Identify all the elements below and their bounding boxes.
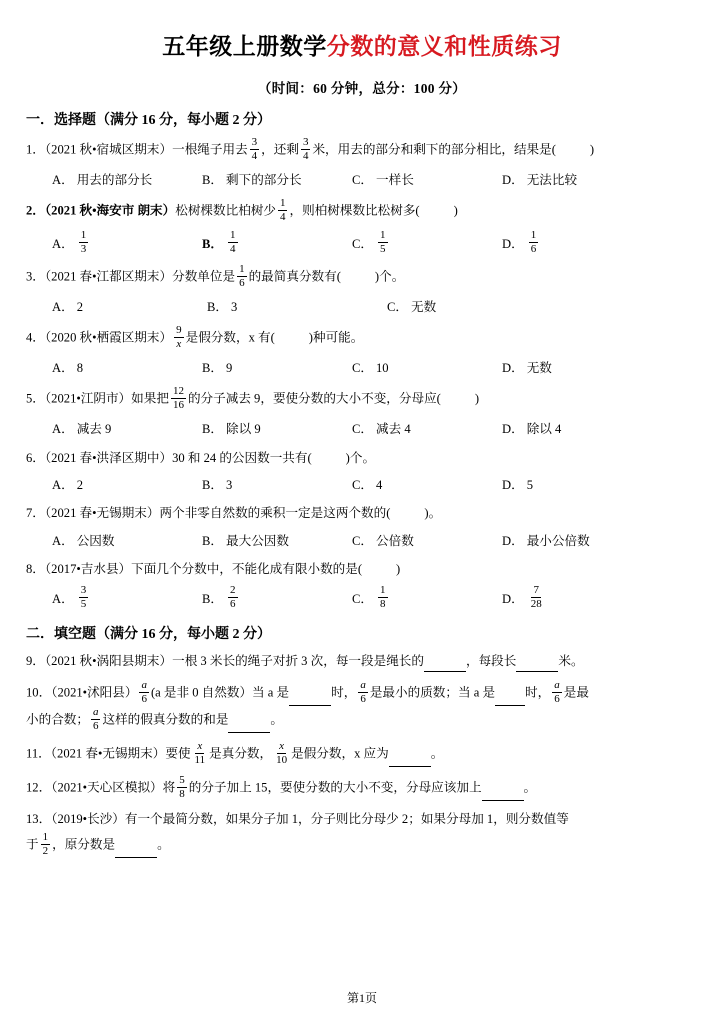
question-13-line2 [26,833,698,858]
question-5-fraction-1: $\frac{12}{16}$ [172,385,184,412]
question-10-text-d: 时， [525,685,551,700]
question-5-options [26,419,698,439]
question-1-fraction-1: $\frac{3}{4}$ [251,136,258,162]
question-7-text-c: )。 [424,506,442,521]
question-13 [26,810,698,830]
question-13-number: 13． [26,811,52,826]
question-2-text-a: 松树棵数比柏树少 [175,203,276,218]
question-4-option-b[interactable]: B． 9 [202,361,233,376]
question-6-source: （2021 春•洪泽区期中） [44,450,173,465]
question-1-options [26,170,698,190]
page-title [26,28,698,61]
question-1-source: （2021 秋•宿城区期末） [44,142,173,157]
question-11 [26,739,698,767]
question-11-fraction-a: $\frac{x}{11}$ [194,739,206,766]
question-13-text-a: 有一个最简分数，如果分子加 1，分子则比分母少 2；如果分母加 1，则分数值等 [124,811,569,826]
question-1-text-d: ) [589,142,595,157]
question-2-text-b: ，则柏树棵数比松树多( [289,203,420,218]
question-4-option-c[interactable]: C． 10 [352,361,389,376]
question-4-text-b: 是假分数，x 有( [185,330,275,345]
section-heading-fill: 二．填空题（满分 16 分，每小题 2 分） [26,627,271,643]
question-7-option-a[interactable]: A． 公因数 [52,533,115,548]
question-5-option-a[interactable]: A． 减去 9 [52,422,112,437]
title-black-part: 五年级上册数学 [162,34,327,59]
question-1-text-c: 米，用去的部分和剩下的部分相比，结果是( [312,142,556,157]
title-red-part: 分数的意义和性质练习 [326,34,562,59]
question-5-text-b: 的分子减去 9，要使分数的大小不变，分母应( [187,391,441,406]
question-1-option-c[interactable]: C． 一样长 [352,173,414,187]
question-11-source: （2021 春•无锡期末） [50,746,166,761]
question-10-text-e: 是最 [563,685,589,700]
question-10-blank-2[interactable] [495,693,525,706]
question-8-source: （2017•吉水县） [44,561,132,576]
question-11-text-c: 是假分数，x 应为 [291,746,389,761]
question-10-blank-3[interactable] [228,720,270,733]
question-3-option-c[interactable]: C． 无数 [387,300,437,315]
question-8-number: 8． [26,561,45,576]
question-7-text-a: 两个非零自然数的乘积一定是这两个数的( [159,506,391,521]
question-9 [26,652,698,672]
question-9-text-c: 米。 [558,654,584,669]
question-2-option-d[interactable]: D． $\frac{1}{6}$ [502,229,537,256]
question-6-text-c: )个。 [345,450,376,465]
question-11-text-b: 是真分数， [209,746,273,761]
question-6 [26,449,698,469]
question-10-text-h: 。 [270,712,283,727]
question-1-number: 1． [26,142,45,157]
question-1-text-a: 一根绳子用去 [172,142,248,157]
question-4-option-a[interactable]: A． 8 [52,361,83,376]
question-7-source: （2021 春•无锡期末） [44,506,160,521]
question-6-text-a: 30 和 24 的公因数一共有( [172,450,312,465]
question-2 [26,199,698,224]
question-4-option-d[interactable]: D． 无数 [502,361,552,376]
question-6-option-c[interactable]: C． 4 [352,478,383,493]
question-11-number: 11． [26,746,51,761]
question-12-text-a: 将 [162,780,176,795]
question-3 [26,265,698,290]
question-7-option-c[interactable]: C． 公倍数 [352,533,414,548]
question-8-option-d[interactable]: D． $\frac{7}{28}$ [502,584,542,611]
question-1-fraction-2: $\frac{3}{4}$ [302,136,309,162]
question-5-option-c[interactable]: C． 减去 4 [352,422,411,437]
question-9-text-b: ，每段长 [465,654,517,669]
question-12 [26,773,698,801]
question-5-source: （2021•江阴市） [44,391,132,406]
question-10-text-g: 这样的假真分数的和是 [102,712,229,727]
question-3-number: 3． [26,269,45,284]
question-7-option-d[interactable]: D． 最小公倍数 [502,533,590,548]
question-3-option-a[interactable]: A． 2 [52,300,83,315]
question-10-line2 [26,705,698,733]
question-6-options [26,475,698,495]
question-4 [26,326,698,351]
question-5-number: 5． [26,391,45,406]
question-8-options [26,586,698,611]
question-10-blank-1[interactable] [289,693,331,706]
question-2-option-c[interactable]: C． $\frac{1}{5}$ [352,229,386,256]
question-7-number: 7． [26,506,45,521]
question-2-number: 2． [26,203,45,218]
page-footer: 第1页 [346,991,377,1005]
question-8-option-b[interactable]: B． $\frac{2}{6}$ [202,584,236,611]
question-7-options [26,531,698,551]
question-8-option-c[interactable]: C． $\frac{1}{8}$ [352,584,386,611]
question-2-text-d: ) [453,203,458,218]
question-9-blank-1[interactable] [424,659,466,672]
question-13-text-d: 。 [157,837,170,852]
question-4-options [26,358,698,378]
question-1-option-b[interactable]: B． 剩下的部分长 [202,173,302,187]
question-6-option-b[interactable]: B． 3 [202,478,233,493]
question-3-text-b: 的最简真分数有( [248,269,341,284]
question-5 [26,387,698,412]
question-1 [26,138,698,163]
question-10-text-f: 小的合数； [26,712,89,727]
question-6-number: 6． [26,450,45,465]
question-10-text-c: 是最小的质数；当 a 是 [369,685,496,700]
question-10-fraction-d: $\frac{a}{6}$ [92,705,99,732]
question-5-option-d[interactable]: D． 除以 4 [502,422,562,437]
question-2-options [26,231,698,256]
question-11-fraction-b: $\frac{x}{10}$ [276,739,288,766]
question-2-option-b[interactable]: B． $\frac{1}{4}$ [202,229,236,256]
question-10-fraction-a: $\frac{a}{6}$ [141,678,147,705]
question-2-fraction-1: $\frac{1}{4}$ [279,197,286,224]
question-12-text-c: 。 [523,780,537,795]
question-4-text-c: )种可能。 [308,330,364,345]
question-11-blank-1[interactable] [389,754,431,767]
question-4-fraction-1: $\frac{9}{x}$ [176,324,182,351]
question-13-text-b: 于 [26,837,39,852]
exam-subtitle: （时间：60 分钟，总分：100 分） [257,81,467,96]
question-5-text-c: ) [474,391,480,406]
question-12-number: 12． [26,780,52,795]
question-7-option-b[interactable]: B． 最大公因数 [202,533,289,548]
question-8-text-a: 下面几个分数中，不能化成有限小数的是( [131,561,363,576]
question-9-number: 9． [26,654,45,669]
question-3-options [26,297,698,317]
question-2-source: （2021 秋•海安市 朗末） [44,203,176,218]
question-10 [26,678,698,706]
question-4-source: （2020 秋•栖霞区期末） [44,330,173,345]
question-5-option-b[interactable]: B． 除以 9 [202,422,261,437]
question-13-source: （2019•长沙） [51,811,125,826]
question-13-text-c: ，原分数是 [52,837,116,852]
question-9-blank-2[interactable] [516,659,558,672]
question-3-source: （2021 春•江都区期末） [44,269,173,284]
question-6-option-d[interactable]: D． 5 [502,478,533,493]
question-7 [26,504,698,524]
question-10-text-a: (a 是非 0 自然数）当 a 是 [150,685,290,700]
question-9-text-a: 一根 3 米长的绳子对折 3 次，每一段是绳长的 [172,654,424,669]
question-3-text-a: 分数单位是 [172,269,236,284]
question-1-option-d[interactable]: D． 无法比较 [502,173,578,187]
question-12-text-b: 的分子加上 15，要使分数的大小不变，分母应该加上 [188,780,482,795]
question-4-number: 4． [26,330,45,345]
question-11-text-a: 要使 [165,746,191,761]
question-10-fraction-b: $\frac{a}{6}$ [360,678,366,705]
question-3-fraction-1: $\frac{1}{6}$ [239,263,245,290]
question-6-option-a[interactable]: A． 2 [52,478,83,493]
question-10-fraction-c: $\frac{a}{6}$ [554,678,560,705]
question-10-text-b: 时， [331,685,357,700]
question-2-option-a[interactable]: A． $\frac{1}{3}$ [52,229,87,256]
question-10-number: 10． [26,685,52,700]
question-13-blank-1[interactable] [115,845,157,858]
question-12-source: （2021•天心区模拟） [51,780,163,795]
question-12-fraction-a: $\frac{5}{8}$ [179,773,185,800]
question-8-text-c: ) [396,561,401,576]
question-3-option-b[interactable]: B． 3 [207,300,238,315]
question-10-source: （2021•沭阳县） [51,685,138,700]
section-heading-choice: 一．选择题（满分 16 分，每小题 2 分） [26,113,271,128]
question-3-text-c: )个。 [374,269,405,284]
question-13-fraction-a: $\frac{1}{2}$ [42,831,49,858]
question-9-source: （2021 秋•涡阳县期末） [44,654,173,669]
question-12-blank-1[interactable] [482,788,524,801]
question-1-option-a[interactable]: A． 用去的部分长 [52,173,153,187]
question-8 [26,560,698,580]
question-11-text-d: 。 [430,746,444,761]
question-5-text-a: 如果把 [131,391,169,406]
question-8-option-a[interactable]: A． $\frac{3}{5}$ [52,584,87,611]
question-1-text-b: ，还剩 [261,142,299,157]
